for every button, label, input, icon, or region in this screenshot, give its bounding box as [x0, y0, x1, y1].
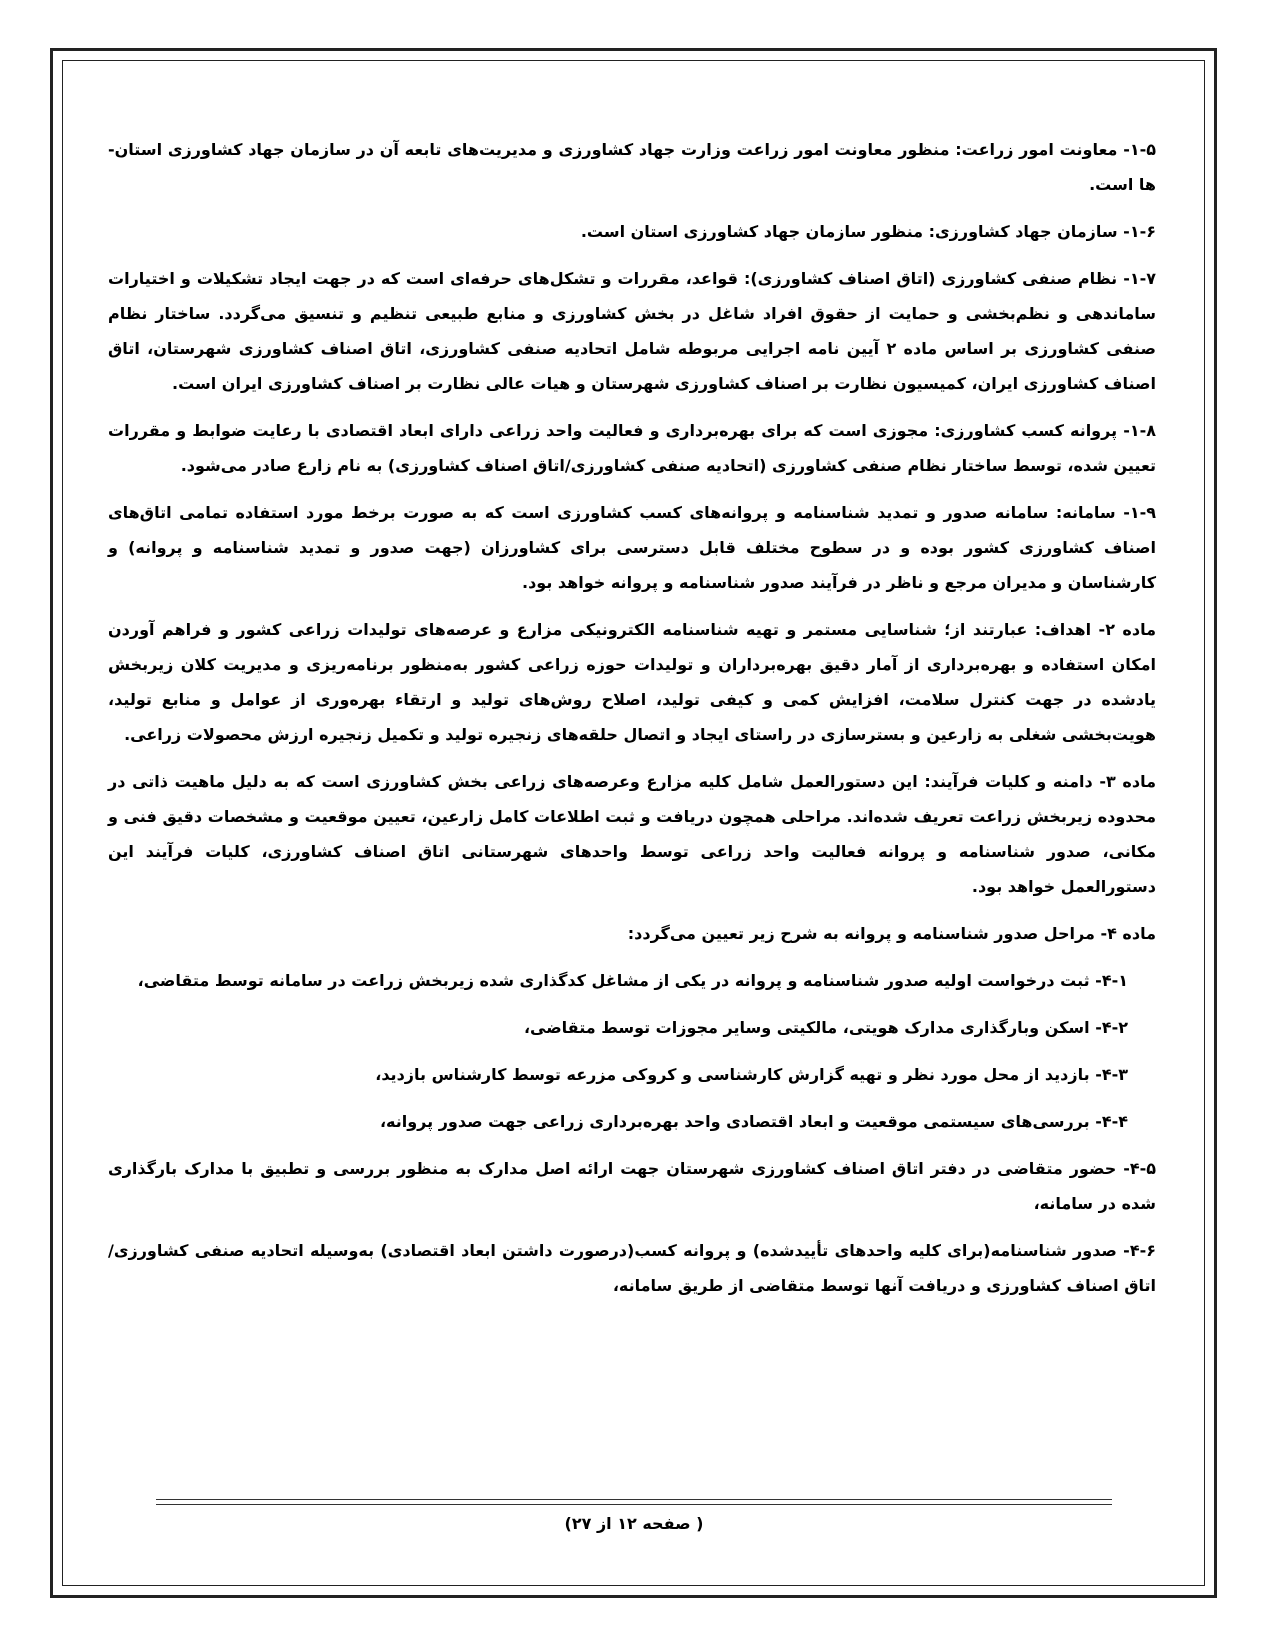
definition-1-8: ۱-۸- پروانه کسب کشاورزی: مجوزی است که برای بهره‌برداری و فعالیت واحد زراعی دارای ابعاد اقتصادی با رعایت ضوابط و مقررات تعیین شده، توسط ساختار نظام صنفی کشاورزی (اتحادیه صنفی کشاورزی/اتاق اصناف کشاورزی) به نام زارع صادر می‌شود. [108, 421, 1156, 475]
step-4-2: ۴-۲- اسکن وبارگذاری مدارک هویتی، مالکیتی وسایر مجوزات توسط متقاضی، [523, 1018, 1128, 1037]
definition-1-9: ۱-۹- سامانه: سامانه صدور و تمدید شناسنامه و پروانه‌های کسب کشاورزی است که به صورت برخط مورد استفاده تمامی اتاق‌های اصناف کشاورزی کشور بوده و در سطوح مختلف قابل دسترسی برای کشاورزان (جهت صدور و تمدید شناسنامه و پروانه) و کارشناسان و مدیران مرجع و ناظر در فرآیند صدور شناسنامه و پروانه خواهد بود. [108, 503, 1156, 592]
step-4-1: ۴-۱- ثبت درخواست اولیه صدور شناسنامه و پروانه در یکی از مشاغل کدگذاری شده زیربخش زراعت در سامانه توسط متقاضی، [137, 971, 1128, 990]
step-4-6: ۴-۶- صدور شناسنامه(برای کلیه واحدهای تأییدشده) و پروانه کسب(درصورت داشتن ابعاد اقتصادی) به‌وسیله اتحادیه صنفی کشاورزی/ اتاق اصناف کشاورزی و دریافت آنها توسط متقاضی از طریق سامانه، [108, 1241, 1156, 1295]
step-4-3: ۴-۳- بازدید از محل مورد نظر و تهیه گزارش کارشناسی و کروکی مزرعه توسط کارشناس بازدید، [375, 1065, 1128, 1084]
article-4-heading: ماده ۴- مراحل صدور شناسنامه و پروانه به شرح زیر تعیین می‌گردد: [627, 924, 1156, 943]
footer-divider-second [156, 1504, 1112, 1505]
article-2-goals: ماده ۲- اهداف: عبارتند از؛ شناسایی مستمر و تهیه شناسنامه الکترونیکی مزارع و عرصه‌های تولیدات زراعی کشور و فراهم آوردن امکان استفاده و بهره‌برداری از آمار دقیق بهره‌برداران و تولیدات حوزه زراعی کشور به‌منظور برنامه‌ریزی و مدیریت کلان زیربخش یادشده در جهت کنترل سلامت، افزایش کمی و کیفی تولید، اصلاح روش‌های تولید و ارتقاء بهره‌وری از عوامل و منابع تولید، هویت‌بخشی شغلی به زارعین و بسترسازی در راستای ایجاد و اتصال حلقه‌های زنجیره تولید و تکمیل زنجیره ارزش محصولات زراعی. [108, 620, 1156, 744]
step-4-4: ۴-۴- بررسی‌های سیستمی موقعیت و ابعاد اقتصادی واحد بهره‌برداری زراعی جهت صدور پروانه، [379, 1112, 1128, 1131]
step-4-5: ۴-۵- حضور متقاضی در دفتر اتاق اصناف کشاورزی شهرستان جهت ارائه اصل مدارک به منظور بررسی و تطبیق با مدارک بارگذاری شده در سامانه، [108, 1159, 1156, 1213]
page-number: ( صفحه ۱۲ از ۲۷) [564, 1514, 704, 1533]
definition-1-6: ۱-۶- سازمان جهاد کشاورزی: منظور سازمان جهاد کشاورزی استان است. [580, 222, 1156, 241]
footer-divider [156, 1499, 1112, 1500]
definition-1-5: ۱-۵- معاونت امور زراعت: منظور معاونت امور زراعت وزارت جهاد کشاورزی و مدیریت‌های تابعه آن در سازمان جهاد کشاورزی استان-ها است. [108, 140, 1156, 194]
definition-1-7: ۱-۷- نظام صنفی کشاورزی (اتاق اصناف کشاورزی): قواعد، مقررات و تشکل‌های حرفه‌ای است که در جهت ایجاد تشکیلات و اختیارات ساماندهی و نظم‌بخشی و حمایت از حقوق افراد شاغل در بخش کشاورزی و منابع طبیعی تنظیم و تنسیق می‌گردد. ساختار نظام صنفی کشاورزی بر اساس ماده ۲ آیین نامه اجرایی مربوطه شامل اتحادیه صنفی کشاورزی، اتاق اصناف کشاورزی شهرستان، اتاق اصناف کشاورزی ایران، کمیسیون نظارت بر اصناف کشاورزی شهرستان و هیات عالی نظارت بر اصناف کشاورزی ایران است. [108, 269, 1157, 393]
document-body [108, 132, 1156, 1315]
article-3-scope: ماده ۳- دامنه و کلیات فرآیند: این دستورالعمل شامل کلیه مزارع وعرصه‌های زراعی بخش کشاورزی است که به دلیل ماهیت ذاتی در محدوده زیربخش زراعت تعریف شده‌اند. مراحلی همچون دریافت و ثبت اطلاعات کامل زارعین، تعیین موقعیت و مشخصات دقیق فنی و مکانی، صدور شناسنامه و پروانه فعالیت واحد زراعی توسط واحدهای شهرستانی اتاق اصناف کشاورزی، کلیات فرآیند این دستورالعمل خواهد بود. [108, 772, 1156, 896]
